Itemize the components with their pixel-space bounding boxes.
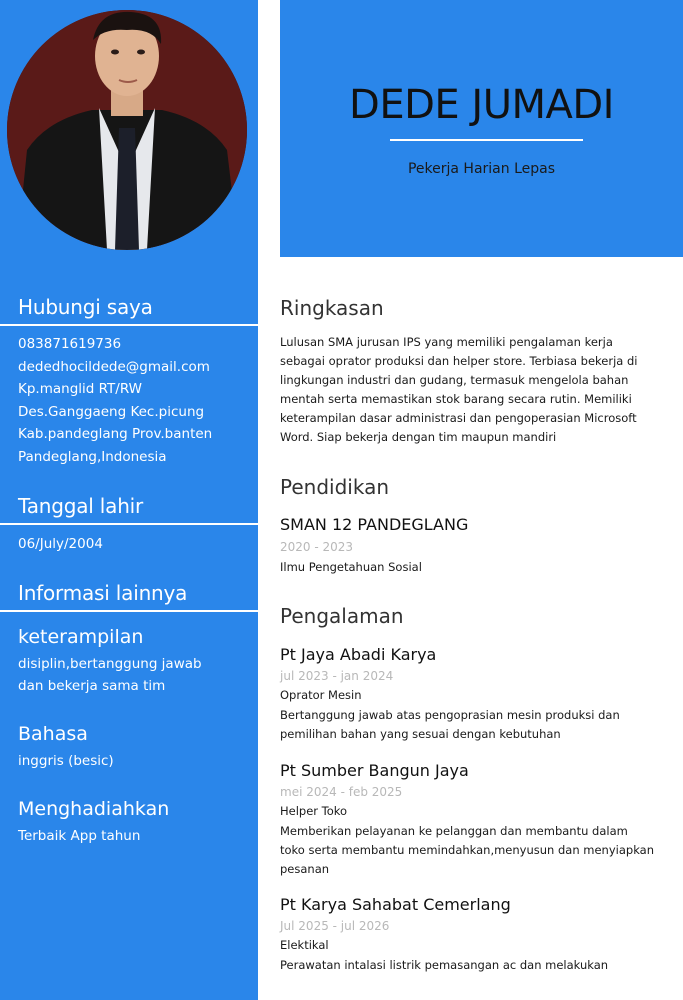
summary-line: keterampilan dasar administrasi dan pengoperasian Microsoft [280,411,637,425]
language-label: Bahasa [18,723,88,745]
job-title: Oprator Mesin [280,688,362,702]
address-line: Des.Ganggaeng Kec.picung [18,403,205,420]
summary-line: Lulusan SMA jurusan IPS yang memiliki pengalaman kerja [280,335,613,349]
job-description-line: Perawatan intalasi listrik pemasangan ac dan melakukan [280,958,609,972]
birth-date: 06/July/2004 [18,536,103,552]
other-info-heading: Informasi lainnya [18,581,188,605]
email-address: dededhocildede@gmail.com [18,358,210,375]
header-gap [258,0,280,255]
summary-text [280,333,675,447]
job-company: Pt Jaya Abadi Karya [280,645,437,664]
school-name: SMAN 12 PANDEGLANG [280,515,469,534]
school-years: 2020 - 2023 [280,540,354,554]
job-dates: mei 2024 - feb 2025 [280,785,403,799]
profile-photo [7,10,247,250]
other-info-divider [0,610,258,612]
candidate-name: DEDE JUMADI [349,82,614,128]
skills-line: disiplin,bertanggung jawab [18,656,202,672]
job-dates: Jul 2025 - jul 2026 [280,919,390,933]
education-heading: Pendidikan [280,475,389,499]
skills-line: dan bekerja sama tim [18,678,166,694]
address-line: Kp.manglid RT/RW [18,381,142,397]
phone-number: 083871619736 [18,336,122,352]
name-underline [390,139,583,141]
job-description-line: Memberikan pelayanan ke pelanggan dan membantu dalam [280,824,628,838]
address-line: Pandeglang,Indonesia [18,448,167,465]
job-dates: jul 2023 - jan 2024 [280,669,394,683]
birth-heading: Tanggal lahir [18,494,144,518]
summary-line: mentah serta memastikan stok barang secara rutin. Memiliki [280,392,632,406]
job-company: Pt Karya Sahabat Cemerlang [280,895,511,914]
contact-list [18,333,254,468]
job-company: Pt Sumber Bangun Jaya [280,761,469,780]
contact-divider [0,324,258,326]
summary-line: Word. Siap bekerja dengan tim maupun mandiri [280,430,557,444]
sidebar [0,0,258,1000]
header-banner [280,0,683,257]
school-major: Ilmu Pengetahuan Sosial [280,560,422,574]
address-line: Kab.pandeglang Prov.banten [18,426,213,442]
job-description-line: pemilihan bahan yang sesuai dengan kebutuhan [280,727,561,741]
birth-divider [0,523,258,525]
candidate-role: Pekerja Harian Lepas [407,161,556,177]
summary-heading: Ringkasan [280,296,384,320]
summary-line: lingkungan industri dan gudang, termasuk mengelola bahan [280,373,629,387]
award-value: Terbaik App tahun [18,828,141,844]
language-value: inggris (besic) [18,753,114,769]
job-description-line: toko serta membantu memindahkan,menyusun dan menyiapkan [280,843,654,857]
job-title: Elektikal [280,938,329,952]
summary-line: sebagai oprator produksi dan helper store. Terbiasa bekerja di [280,354,638,368]
contact-heading: Hubungi saya [18,295,153,319]
skills-text [18,653,246,697]
job-description-line: Bertanggung jawab atas pengoprasian mesin produksi dan [280,708,620,722]
experience-heading: Pengalaman [280,604,404,628]
skills-label: keterampilan [18,626,144,648]
job-title: Helper Toko [280,804,348,818]
award-label: Menghadiahkan [18,798,170,820]
job-description-line: pesanan [280,862,330,876]
